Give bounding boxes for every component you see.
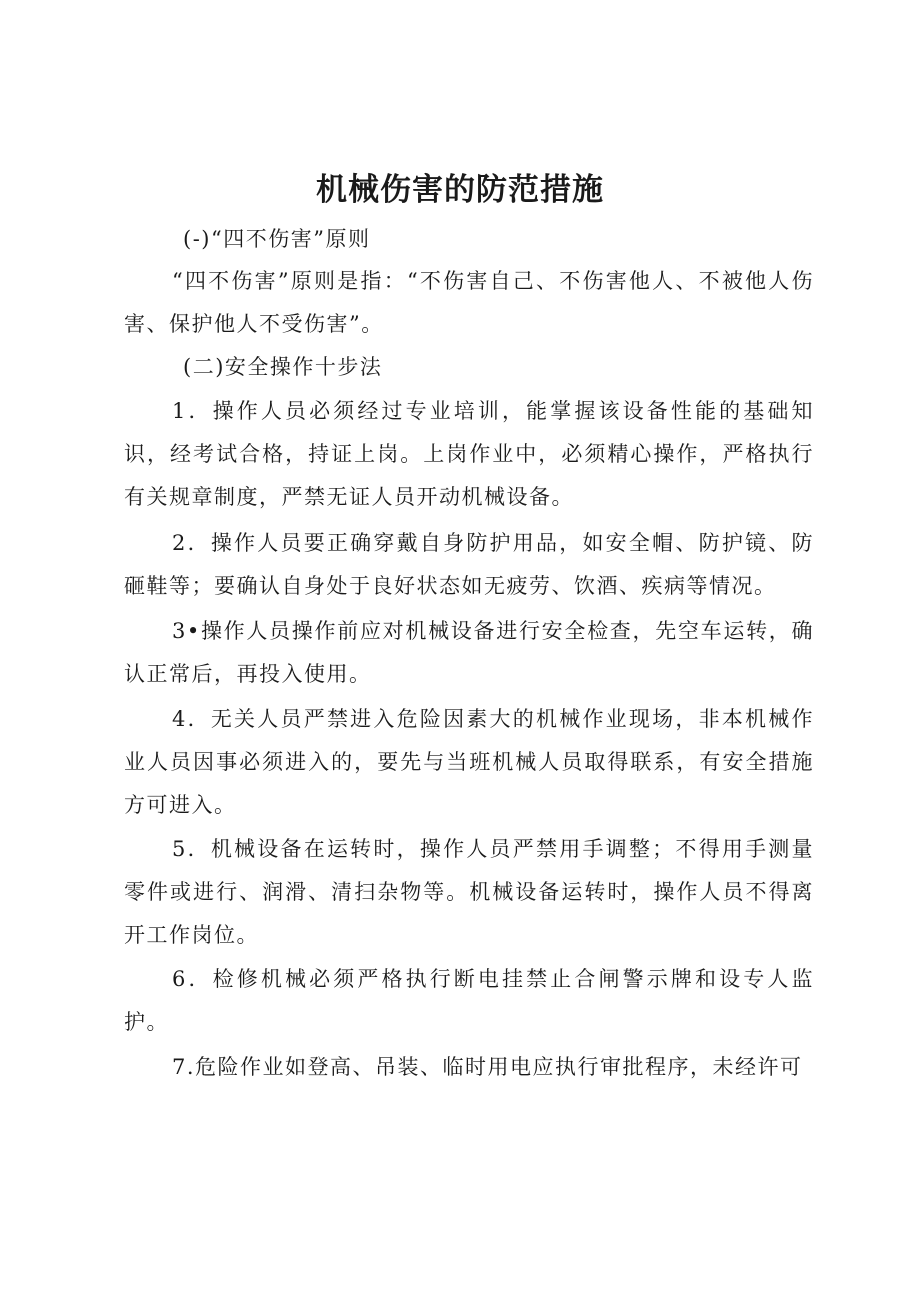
- list-item-step-6: 6．检修机械必须严格执行断电挂禁止合闸警示牌和设专人监护。: [124, 967, 814, 1034]
- list-item-step-1: 1．操作人员必须经过专业培训，能掌握该设备性能的基础知识，经考试合格，持证上岗。上岗作业中，必须精心操作，严格执行有关规章制度，严禁无证人员开动机械设备。: [124, 399, 814, 509]
- list-item-step-7: 7.危险作业如登高、吊装、临时用电应执行审批程序，未经许可: [172, 1055, 803, 1079]
- section-heading-ten-steps: (二)安全操作十步法: [183, 355, 383, 379]
- page-title: 机械伤害的防范措施: [316, 172, 604, 208]
- list-item-step-5: 5．机械设备在运转时，操作人员严禁用手调整；不得用手测量零件或进行、润滑、清扫杂物等。机械设备运转时，操作人员不得离开工作岗位。: [124, 837, 814, 947]
- paragraph-four-no-harm: “四不伤害”原则是指：“不伤害自己、不伤害他人、不被他人伤害、保护他人不受伤害”。: [124, 269, 814, 336]
- list-item-step-2: 2．操作人员要正确穿戴自身防护用品，如安全帽、防护镜、防砸鞋等；要确认自身处于良好状态如无疲劳、饮酒、疾病等情况。: [124, 531, 814, 598]
- section-heading-four-no-harm: (-)“四不伤害”原则: [183, 227, 371, 251]
- list-item-step-4: 4．无关人员严禁进入危险因素大的机械作业现场，非本机械作业人员因事必须进入的，要先与当班机械人员取得联系，有安全措施方可进入。: [124, 707, 814, 817]
- list-item-step-3: 3•操作人员操作前应对机械设备进行安全检查，先空车运转，确认正常后，再投入使用。: [124, 619, 814, 686]
